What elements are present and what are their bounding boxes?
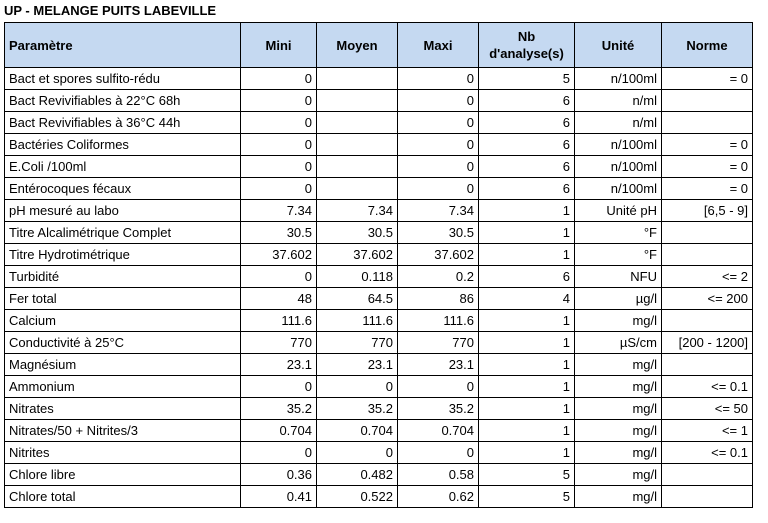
cell-moyen: 0.522 bbox=[317, 486, 398, 508]
cell-nb-analyses: 1 bbox=[479, 222, 575, 244]
cell-parametre: Nitrates bbox=[5, 398, 241, 420]
header-nb-line1: Nb bbox=[517, 29, 536, 44]
cell-maxi: 7.34 bbox=[398, 200, 479, 222]
cell-norme: <= 0.1 bbox=[662, 376, 753, 398]
header-moyen: Moyen bbox=[317, 23, 398, 68]
cell-moyen: 7.34 bbox=[317, 200, 398, 222]
cell-maxi: 0 bbox=[398, 112, 479, 134]
cell-unite: n/100ml bbox=[575, 134, 662, 156]
cell-maxi: 0 bbox=[398, 376, 479, 398]
cell-unite: °F bbox=[575, 244, 662, 266]
cell-parametre: Ammonium bbox=[5, 376, 241, 398]
cell-parametre: Turbidité bbox=[5, 266, 241, 288]
cell-nb-analyses: 5 bbox=[479, 464, 575, 486]
cell-unite: n/ml bbox=[575, 90, 662, 112]
cell-nb-analyses: 6 bbox=[479, 266, 575, 288]
cell-unite: mg/l bbox=[575, 398, 662, 420]
table-row bbox=[5, 464, 753, 486]
cell-norme: <= 200 bbox=[662, 288, 753, 310]
cell-moyen bbox=[317, 134, 398, 156]
cell-parametre: Titre Alcalimétrique Complet bbox=[5, 222, 241, 244]
table-row bbox=[5, 420, 753, 442]
cell-norme bbox=[662, 244, 753, 266]
cell-maxi: 0 bbox=[398, 68, 479, 90]
cell-mini: 48 bbox=[241, 288, 317, 310]
cell-norme: = 0 bbox=[662, 68, 753, 90]
cell-unite: °F bbox=[575, 222, 662, 244]
table-row bbox=[5, 134, 753, 156]
cell-parametre: Magnésium bbox=[5, 354, 241, 376]
cell-unite: Unité pH bbox=[575, 200, 662, 222]
cell-maxi: 0 bbox=[398, 442, 479, 464]
table-row bbox=[5, 222, 753, 244]
cell-norme: = 0 bbox=[662, 156, 753, 178]
cell-mini: 0 bbox=[241, 112, 317, 134]
header-maxi: Maxi bbox=[398, 23, 479, 68]
cell-maxi: 0 bbox=[398, 90, 479, 112]
cell-parametre: Chlore libre bbox=[5, 464, 241, 486]
cell-mini: 0 bbox=[241, 134, 317, 156]
cell-moyen bbox=[317, 178, 398, 200]
cell-mini: 30.5 bbox=[241, 222, 317, 244]
cell-mini: 7.34 bbox=[241, 200, 317, 222]
cell-moyen: 30.5 bbox=[317, 222, 398, 244]
cell-mini: 23.1 bbox=[241, 354, 317, 376]
cell-unite: mg/l bbox=[575, 486, 662, 508]
cell-moyen bbox=[317, 112, 398, 134]
table-row bbox=[5, 112, 753, 134]
cell-norme: = 0 bbox=[662, 178, 753, 200]
header-mini: Mini bbox=[241, 23, 317, 68]
cell-nb-analyses: 1 bbox=[479, 244, 575, 266]
cell-nb-analyses: 1 bbox=[479, 332, 575, 354]
cell-parametre: Entérocoques fécaux bbox=[5, 178, 241, 200]
cell-parametre: E.Coli /100ml bbox=[5, 156, 241, 178]
table-row bbox=[5, 398, 753, 420]
cell-norme bbox=[662, 486, 753, 508]
cell-maxi: 23.1 bbox=[398, 354, 479, 376]
cell-mini: 35.2 bbox=[241, 398, 317, 420]
table-row bbox=[5, 310, 753, 332]
cell-unite: mg/l bbox=[575, 310, 662, 332]
cell-moyen bbox=[317, 68, 398, 90]
header-unite: Unité bbox=[575, 23, 662, 68]
cell-maxi: 0 bbox=[398, 134, 479, 156]
table-row bbox=[5, 332, 753, 354]
header-nb-analyses bbox=[479, 23, 575, 68]
cell-maxi: 770 bbox=[398, 332, 479, 354]
cell-nb-analyses: 6 bbox=[479, 90, 575, 112]
cell-norme bbox=[662, 354, 753, 376]
cell-mini: 0 bbox=[241, 376, 317, 398]
cell-nb-analyses: 6 bbox=[479, 134, 575, 156]
cell-nb-analyses: 1 bbox=[479, 376, 575, 398]
cell-mini: 111.6 bbox=[241, 310, 317, 332]
cell-moyen: 37.602 bbox=[317, 244, 398, 266]
cell-norme bbox=[662, 310, 753, 332]
cell-mini: 770 bbox=[241, 332, 317, 354]
cell-parametre: Bact et spores sulfito-rédu bbox=[5, 68, 241, 90]
table-row bbox=[5, 200, 753, 222]
cell-norme bbox=[662, 222, 753, 244]
cell-unite: n/100ml bbox=[575, 156, 662, 178]
cell-nb-analyses: 6 bbox=[479, 112, 575, 134]
header-norme: Norme bbox=[662, 23, 753, 68]
cell-nb-analyses: 5 bbox=[479, 68, 575, 90]
cell-mini: 0 bbox=[241, 68, 317, 90]
cell-norme: [200 - 1200] bbox=[662, 332, 753, 354]
cell-maxi: 35.2 bbox=[398, 398, 479, 420]
cell-parametre: pH mesuré au labo bbox=[5, 200, 241, 222]
cell-maxi: 0 bbox=[398, 178, 479, 200]
cell-maxi: 111.6 bbox=[398, 310, 479, 332]
cell-parametre: Bact Revivifiables à 22°C 68h bbox=[5, 90, 241, 112]
cell-nb-analyses: 1 bbox=[479, 420, 575, 442]
cell-moyen: 0 bbox=[317, 376, 398, 398]
cell-maxi: 30.5 bbox=[398, 222, 479, 244]
cell-unite: µS/cm bbox=[575, 332, 662, 354]
table-row bbox=[5, 244, 753, 266]
cell-mini: 37.602 bbox=[241, 244, 317, 266]
cell-parametre: Calcium bbox=[5, 310, 241, 332]
cell-parametre: Nitrates/50 + Nitrites/3 bbox=[5, 420, 241, 442]
cell-parametre: Bactéries Coliformes bbox=[5, 134, 241, 156]
cell-maxi: 37.602 bbox=[398, 244, 479, 266]
cell-nb-analyses: 1 bbox=[479, 442, 575, 464]
cell-mini: 0 bbox=[241, 266, 317, 288]
cell-mini: 0 bbox=[241, 156, 317, 178]
cell-mini: 0 bbox=[241, 90, 317, 112]
cell-moyen bbox=[317, 156, 398, 178]
table-row bbox=[5, 178, 753, 200]
cell-maxi: 0.2 bbox=[398, 266, 479, 288]
cell-moyen: 35.2 bbox=[317, 398, 398, 420]
cell-mini: 0.41 bbox=[241, 486, 317, 508]
table-row bbox=[5, 354, 753, 376]
cell-unite: n/100ml bbox=[575, 178, 662, 200]
cell-moyen bbox=[317, 90, 398, 112]
cell-unite: n/ml bbox=[575, 112, 662, 134]
cell-mini: 0.36 bbox=[241, 464, 317, 486]
cell-norme bbox=[662, 90, 753, 112]
cell-norme: = 0 bbox=[662, 134, 753, 156]
cell-unite: mg/l bbox=[575, 354, 662, 376]
cell-maxi: 86 bbox=[398, 288, 479, 310]
results-table bbox=[4, 22, 753, 508]
cell-moyen: 23.1 bbox=[317, 354, 398, 376]
cell-moyen: 0.118 bbox=[317, 266, 398, 288]
cell-nb-analyses: 5 bbox=[479, 486, 575, 508]
cell-unite: mg/l bbox=[575, 442, 662, 464]
table-row bbox=[5, 90, 753, 112]
cell-moyen: 0 bbox=[317, 442, 398, 464]
cell-nb-analyses: 6 bbox=[479, 156, 575, 178]
cell-norme: <= 0.1 bbox=[662, 442, 753, 464]
table-row bbox=[5, 288, 753, 310]
cell-unite: NFU bbox=[575, 266, 662, 288]
cell-parametre: Nitrites bbox=[5, 442, 241, 464]
cell-unite: mg/l bbox=[575, 420, 662, 442]
cell-mini: 0 bbox=[241, 178, 317, 200]
cell-nb-analyses: 1 bbox=[479, 310, 575, 332]
cell-parametre: Bact Revivifiables à 36°C 44h bbox=[5, 112, 241, 134]
cell-norme: <= 50 bbox=[662, 398, 753, 420]
cell-unite: µg/l bbox=[575, 288, 662, 310]
table-row bbox=[5, 156, 753, 178]
cell-mini: 0.704 bbox=[241, 420, 317, 442]
cell-unite: n/100ml bbox=[575, 68, 662, 90]
cell-mini: 0 bbox=[241, 442, 317, 464]
cell-parametre: Fer total bbox=[5, 288, 241, 310]
table-row bbox=[5, 376, 753, 398]
header-row bbox=[5, 23, 753, 68]
cell-moyen: 64.5 bbox=[317, 288, 398, 310]
cell-maxi: 0.704 bbox=[398, 420, 479, 442]
cell-moyen: 111.6 bbox=[317, 310, 398, 332]
table-row bbox=[5, 486, 753, 508]
cell-maxi: 0 bbox=[398, 156, 479, 178]
cell-parametre: Titre Hydrotimétrique bbox=[5, 244, 241, 266]
header-parametre: Paramètre bbox=[5, 23, 241, 68]
cell-parametre: Conductivité à 25°C bbox=[5, 332, 241, 354]
table-row bbox=[5, 442, 753, 464]
table-body bbox=[5, 68, 753, 508]
cell-norme: [6,5 - 9] bbox=[662, 200, 753, 222]
cell-moyen: 0.704 bbox=[317, 420, 398, 442]
cell-moyen: 770 bbox=[317, 332, 398, 354]
table-row bbox=[5, 266, 753, 288]
cell-norme: <= 1 bbox=[662, 420, 753, 442]
cell-nb-analyses: 1 bbox=[479, 200, 575, 222]
cell-norme bbox=[662, 112, 753, 134]
cell-unite: mg/l bbox=[575, 464, 662, 486]
cell-unite: mg/l bbox=[575, 376, 662, 398]
cell-nb-analyses: 1 bbox=[479, 398, 575, 420]
cell-norme: <= 2 bbox=[662, 266, 753, 288]
cell-maxi: 0.58 bbox=[398, 464, 479, 486]
table-title: UP - MELANGE PUITS LABEVILLE bbox=[4, 3, 217, 18]
cell-parametre: Chlore total bbox=[5, 486, 241, 508]
cell-moyen: 0.482 bbox=[317, 464, 398, 486]
cell-maxi: 0.62 bbox=[398, 486, 479, 508]
cell-nb-analyses: 1 bbox=[479, 354, 575, 376]
table-row bbox=[5, 68, 753, 90]
cell-nb-analyses: 6 bbox=[479, 178, 575, 200]
cell-norme bbox=[662, 464, 753, 486]
header-nb-line2: d'analyse(s) bbox=[489, 46, 564, 61]
cell-nb-analyses: 4 bbox=[479, 288, 575, 310]
